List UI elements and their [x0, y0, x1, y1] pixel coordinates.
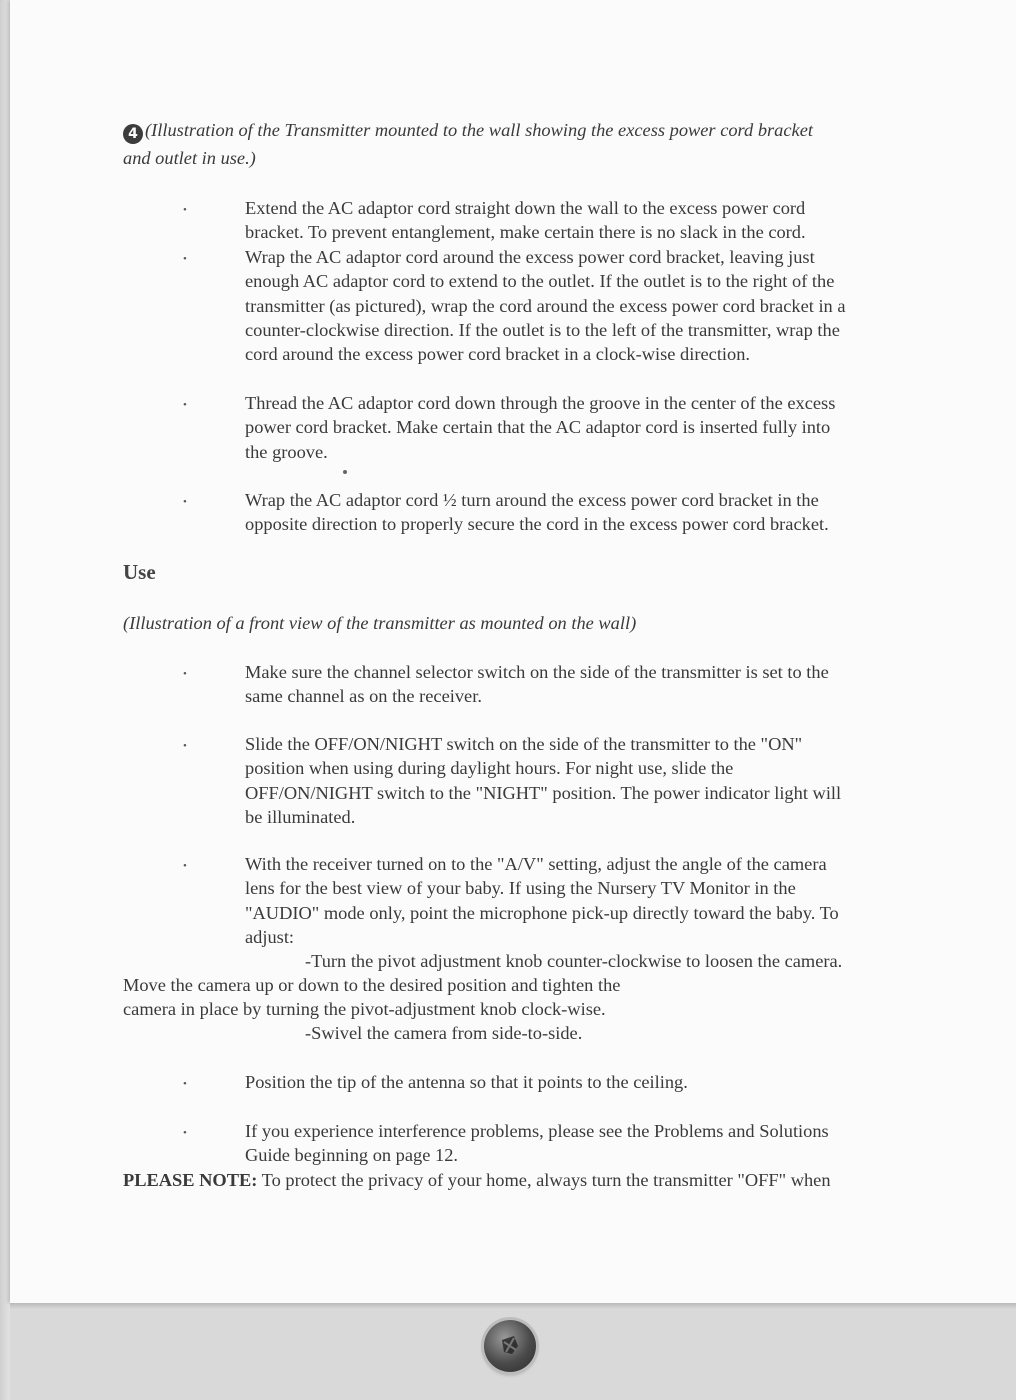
bullet-icon: •: [183, 1078, 187, 1090]
stray-dot: [343, 470, 347, 474]
bullet-icon: •: [183, 860, 187, 872]
step-number-badge: 4: [123, 124, 143, 144]
bullet-icon: •: [183, 740, 187, 752]
bullet-icon: •: [183, 204, 187, 216]
scanner-screw-icon: [484, 1320, 536, 1372]
instruction-paragraph: Make sure the channel selector switch on the side of the transmitter is set to the same channel as on the receiver.: [245, 662, 829, 707]
instruction-paragraph: Slide the OFF/ON/NIGHT switch on the side of the transmitter to the "ON" position when using during daylight hours. For night use, slide the OFF/ON/NIGHT switch to the "NIGHT" position. The power indicator light will be illuminated.: [245, 734, 842, 827]
instruction-paragraph: Wrap the AC adaptor cord around the excess power cord bracket, leaving just enough AC adaptor cord to extend to the outlet. If the outlet is to the right of the transmitter (as pictured), wrap the cord around the excess power cord bracket in a counter-clockwise direction. If the outlet is to the left of the transmitter, wrap the cord around the excess power cord bracket in a clock-wise direction.: [245, 247, 846, 365]
please-note: [123, 1168, 831, 1192]
bullet-icon: •: [183, 1127, 187, 1139]
note-label: PLEASE NOTE:: [123, 1170, 258, 1190]
illustration-caption-1: 4 (Illustration of the Transmitter mounted to the wall showing the excess power cord bracket: [123, 118, 813, 144]
illustration-caption-2: (Illustration of a front view of the transmitter as mounted on the wall): [123, 613, 637, 633]
instruction-paragraph: Wrap the AC adaptor cord ½ turn around the excess power cord bracket in the opposite direction to properly secure the cord in the excess power cord bracket.: [245, 490, 829, 535]
adjust-step-1-cont: Move the camera up or down to the desired position and tighten the: [123, 975, 621, 995]
adjust-step-1: -Turn the pivot adjustment knob counter-clockwise to loosen the camera.: [305, 951, 843, 971]
illustration-caption-1-cont: and outlet in use.): [123, 148, 256, 168]
instruction-paragraph: Thread the AC adaptor cord down through the groove in the center of the excess power cord bracket. Make certain that the AC adaptor cord is inserted fully into the groove.: [245, 393, 836, 462]
bullet-icon: •: [183, 668, 187, 680]
bullet-icon: •: [183, 399, 187, 411]
bullet-icon: •: [183, 253, 187, 265]
instruction-paragraph: Extend the AC adaptor cord straight down the wall to the excess power cord bracket. To prevent entanglement, make certain there is no slack in the cord.: [245, 198, 806, 243]
bullet-icon: •: [183, 496, 187, 508]
adjust-step-1-cont: camera in place by turning the pivot-adjustment knob clock-wise.: [123, 999, 606, 1019]
instruction-paragraph: If you experience interference problems, please see the Problems and Solutions Guide beginning on page 12.: [245, 1121, 829, 1166]
note-text: To protect the privacy of your home, always turn the transmitter "OFF" when: [257, 1170, 831, 1190]
adjust-step-2: -Swivel the camera from side-to-side.: [305, 1023, 583, 1043]
section-heading: Use: [123, 560, 156, 584]
scanner-left-edge: [0, 0, 10, 1400]
page-bottom-shadow: [10, 1303, 1016, 1309]
instruction-paragraph: With the receiver turned on to the "A/V" setting, adjust the angle of the camera lens for the best view of your baby. If using the Nursery TV Monitor in the "AUDIO" mode only, point the microphone pick-up directly toward the baby. To adjust:: [245, 854, 839, 947]
instruction-paragraph: Position the tip of the antenna so that it points to the ceiling.: [245, 1072, 688, 1092]
